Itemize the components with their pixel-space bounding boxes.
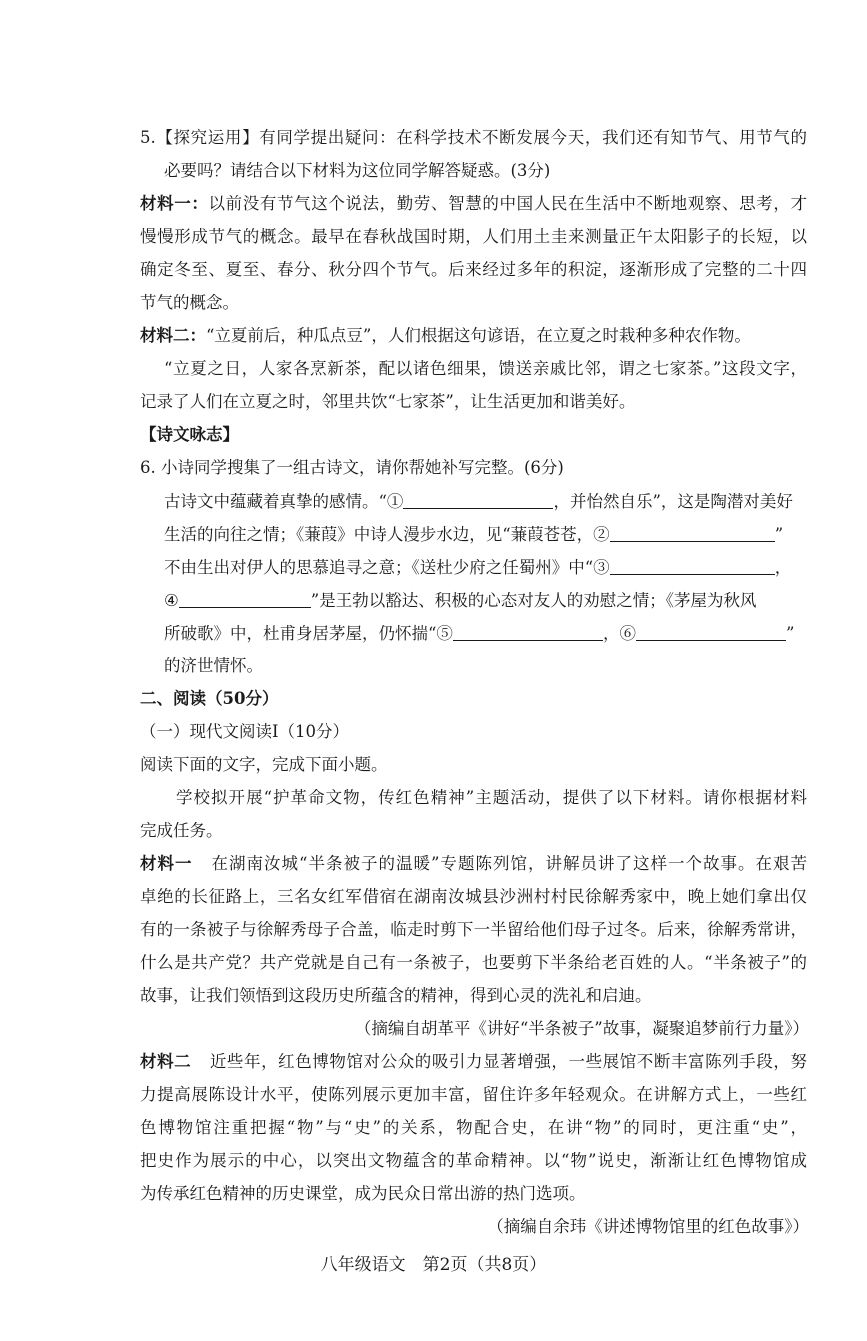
material2-source: （摘编自余玮《讲述博物馆里的红色故事》） [487,1217,809,1236]
poem-section-heading: 【诗文咏志】 [140,425,239,444]
material1-text-1: 在湖南汝城“半条被子的温暖”专题陈列馆，讲解员讲了这样一个故事。在艰苦 [210,854,807,873]
page-footer: 八年级语文 第2页（共8页） [320,1255,547,1275]
material2-line-3: 色博物馆注重把握“物”与“史”的关系，物配合史，在讲“物”的同时，更注重“史”， [140,1118,807,1137]
q6-line-4 [164,589,807,613]
material1-source: （摘编自胡革平《讲好“半条被子”故事，凝聚追梦前行力量》） [354,1019,809,1038]
material1-line-4: 什么是共产党？共产党就是自己有一条被子，也要剪下半条给老百姓的人。“半条被子”的 [140,953,807,972]
material2-line-4: 把史作为展示的中心，以突出文物蕴含的革命精神。以“物”说史，渐渐让红色博物馆成 [140,1151,807,1170]
q6-l1-text-b: ，并怡然自乐”，这是陶潜对美好 [553,492,793,511]
answer-blank-1[interactable] [403,490,553,509]
q6-line-5 [164,622,807,646]
q6-line-6: 的济世情怀。 [164,656,263,675]
q6-l4-text-a: ④ [164,591,179,610]
material-two-text-1: “立夏前后，种瓜点豆”，人们根据这句谚语，在立夏之时栽种多种农作物。 [206,326,751,345]
q6-l2-text-b: ” [774,525,784,544]
material-two-line-2: “立夏之日，人家各烹新茶，配以诸色细果，馈送亲戚比邻，谓之七家茶。”这段文字， [164,359,807,378]
q6-l4-text-b: ”是王勃以豁达、积极的心态对友人的劝慰之情；《茅屋为秋风 [310,591,757,610]
reading-intro-line-2: 完成任务。 [140,821,223,840]
q6-l5-text-c: ” [785,624,795,643]
material-one-line-2: 慢慢形成节气的概念。最早在春秋战国时期，人们用土圭来测量正午太阳影子的长短，以 [140,227,807,246]
answer-blank-4[interactable] [179,589,311,608]
reading-sub-heading: （一）现代文阅读Ⅰ（10分） [140,722,350,741]
material1-line-2: 卓绝的长征路上，三名女红军借宿在湖南汝城县沙洲村村民徐解秀家中，晚上她们拿出仅 [140,887,807,906]
material1-line-5: 故事，让我们领悟到这段历史所蕴含的精神，得到心灵的洗礼和启迪。 [140,986,652,1005]
material2-line-2: 力提高展陈设计水平，使陈列展示更加丰富，留住许多年轻观众。在讲解方式上，一些红 [140,1085,807,1104]
q6-l3-text-a: 不由生出对伊人的思慕追寻之意；《送杜少府之任蜀州》中“③ [164,558,610,577]
material-one-line-3: 确定冬至、夏至、春分、秋分四个节气。后来经过多年的积淀，逐渐形成了完整的二十四 [140,260,807,279]
material-one-text-1: 以前没有节气这个说法，勤劳、智慧的中国人民在生活中不断地观察、思考，才 [208,194,807,213]
q5-line-2: 必要吗？请结合以下材料为这位同学解答疑惑。(3分) [164,161,551,180]
answer-blank-3[interactable] [610,556,775,575]
material2-text-1: 近些年，红色博物馆对公众的吸引力显著增强，一些展馆不断丰富陈列手段，努 [209,1052,807,1071]
reading-heading: 二、阅读（50分） [140,689,279,708]
q6-line-2 [164,523,807,547]
material2-label: 材料二 [140,1052,192,1071]
q6-stem: 6. 小诗同学搜集了一组古诗文，请你帮她补写完整。(6分) [140,458,564,477]
q6-l2-text-a: 生活的向往之情；《蒹葭》中诗人漫步水边，见“蒹葭苍苍，② [164,525,610,544]
q6-line-3 [164,556,807,580]
material-two-line-1 [140,325,807,349]
q6-l3-text-b: ， [774,558,792,577]
q5-line-1: 5.【探究运用】有同学提出疑问：在科学技术不断发展今天，我们还有知节气、用节气的 [140,128,807,147]
material1-line-1 [140,853,807,877]
material-one-line-1 [140,193,807,217]
reading-intro-line-1: 学校拟开展“护革命文物，传红色精神”主题活动，提供了以下材料。请你根据材料 [176,788,807,807]
answer-blank-2[interactable] [610,523,775,542]
q6-line-1 [164,490,807,514]
material1-line-3: 有的一条被子与徐解秀母子合盖，临走时剪下一半留给他们母子过冬。后来，徐解秀常讲， [140,920,807,939]
material-one-label: 材料一： [140,194,209,213]
q6-l5-text-b: ，⑥ [602,624,636,643]
material-two-label: 材料二： [140,326,206,345]
material-one-line-4: 节气的概念。 [140,293,239,312]
q6-l1-text-a: 古诗文中蕴藏着真挚的感情。“① [164,492,404,511]
reading-instruction: 阅读下面的文字，完成下面小题。 [140,755,388,774]
q6-l5-text-a: 所破歌》中，杜甫身居茅屋，仍怀揣“⑤ [164,624,453,643]
material2-line-1 [140,1051,807,1075]
answer-blank-5[interactable] [453,622,603,641]
answer-blank-6[interactable] [636,622,786,641]
material1-label: 材料一 [140,854,193,873]
material2-line-5: 为传承红色精神的历史课堂，成为民众日常出游的热门选项。 [140,1184,586,1203]
material-two-line-3: 记录了人们在立夏之时，邻里共饮“七家茶”，让生活更加和谐美好。 [140,392,636,411]
